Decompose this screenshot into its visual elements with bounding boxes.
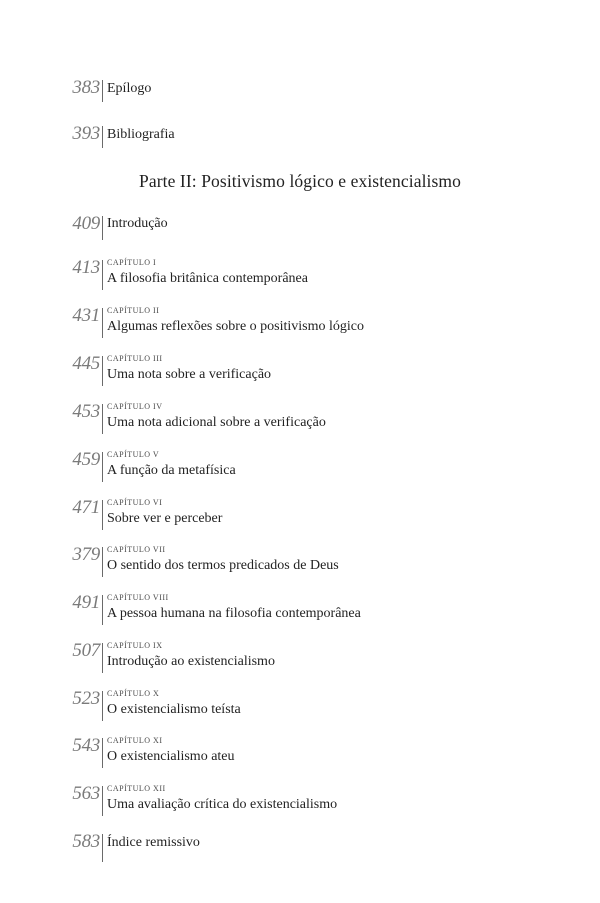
chapter-title: Algumas reflexões sobre o positivismo lógico: [107, 319, 365, 334]
page-number: 413: [72, 257, 100, 278]
chapter-title: O sentido dos termos predicados de Deus: [107, 558, 339, 573]
separator-bar: [102, 643, 103, 673]
toc-entry-bibliografia[interactable]: [0, 122, 600, 150]
toc-entry-chapter[interactable]: [0, 256, 600, 290]
chapter-title: Uma nota adicional sobre a verificação: [107, 415, 326, 430]
page-number: 409: [72, 213, 100, 234]
chapter-label: CAPÍTULO II: [107, 306, 160, 315]
chapter-title: Introdução ao existencialismo: [107, 654, 275, 669]
page-number: 379: [72, 544, 100, 565]
page-number: 563: [72, 783, 100, 804]
toc-entry-introducao[interactable]: [0, 212, 600, 242]
toc-entry-chapter[interactable]: [0, 496, 600, 530]
toc-entry-chapter[interactable]: [0, 400, 600, 434]
chapter-label: CAPÍTULO VII: [107, 545, 166, 554]
toc-entry-indice-remissivo[interactable]: [0, 830, 600, 864]
chapter-label: CAPÍTULO XI: [107, 736, 163, 745]
toc-entry-chapter[interactable]: [0, 448, 600, 482]
chapter-title: Uma nota sobre a verificação: [107, 367, 272, 382]
toc-entry-chapter[interactable]: [0, 543, 600, 577]
toc-entry-chapter[interactable]: [0, 734, 600, 768]
separator-bar: [102, 500, 103, 530]
page-number: 445: [72, 353, 100, 374]
chapter-label: CAPÍTULO IV: [107, 402, 163, 411]
page-number: 507: [72, 640, 100, 661]
chapter-label: CAPÍTULO XII: [107, 784, 166, 793]
separator-bar: [102, 80, 103, 102]
separator-bar: [102, 216, 103, 240]
chapter-label: CAPÍTULO VI: [107, 498, 163, 507]
chapter-label: CAPÍTULO I: [107, 258, 157, 267]
separator-bar: [102, 691, 103, 721]
separator-bar: [102, 547, 103, 577]
chapter-title: Uma avaliação crítica do existencialismo: [107, 797, 338, 812]
toc-entry-chapter[interactable]: [0, 304, 600, 338]
chapter-label: CAPÍTULO X: [107, 689, 160, 698]
page-number: 393: [72, 123, 100, 144]
toc-entry-chapter[interactable]: [0, 687, 600, 721]
part-heading: Parte II: Positivismo lógico e existencialismo: [139, 171, 461, 191]
separator-bar: [102, 452, 103, 482]
separator-bar: [102, 356, 103, 386]
toc-entry-chapter[interactable]: [0, 352, 600, 386]
page-number: 523: [72, 688, 100, 709]
toc-entry-epilogo[interactable]: [0, 76, 600, 104]
separator-bar: [102, 595, 103, 625]
chapter-label: CAPÍTULO VIII: [107, 593, 169, 602]
toc-entry-chapter[interactable]: [0, 591, 600, 625]
chapter-title: O existencialismo teísta: [107, 702, 241, 717]
entry-title: Epílogo: [107, 81, 152, 96]
separator-bar: [102, 126, 103, 148]
page-number: 431: [72, 305, 100, 326]
page-number: 543: [72, 735, 100, 756]
chapter-label: CAPÍTULO V: [107, 450, 160, 459]
toc-entry-chapter[interactable]: [0, 639, 600, 673]
page-number: 383: [72, 77, 100, 98]
page-number: 583: [72, 831, 100, 852]
page-number: 491: [72, 592, 100, 613]
chapter-title: Sobre ver e perceber: [107, 511, 223, 526]
chapter-title: A função da metafísica: [107, 463, 236, 478]
entry-title: Índice remissivo: [107, 835, 200, 850]
chapter-label: CAPÍTULO IX: [107, 641, 163, 650]
chapter-title: A pessoa humana na filosofia contemporânea: [107, 606, 361, 621]
page-number: 453: [72, 401, 100, 422]
separator-bar: [102, 260, 103, 290]
separator-bar: [102, 308, 103, 338]
toc-entry-chapter[interactable]: [0, 782, 600, 816]
chapter-title: O existencialismo ateu: [107, 749, 235, 764]
chapter-title: A filosofia britânica contemporânea: [107, 271, 308, 286]
separator-bar: [102, 738, 103, 768]
chapter-label: CAPÍTULO III: [107, 354, 163, 363]
entry-title: Introdução: [107, 216, 168, 231]
separator-bar: [102, 404, 103, 434]
separator-bar: [102, 786, 103, 816]
entry-title: Bibliografia: [107, 127, 175, 142]
page-number: 459: [72, 449, 100, 470]
page-number: 471: [72, 497, 100, 518]
separator-bar: [102, 834, 103, 862]
